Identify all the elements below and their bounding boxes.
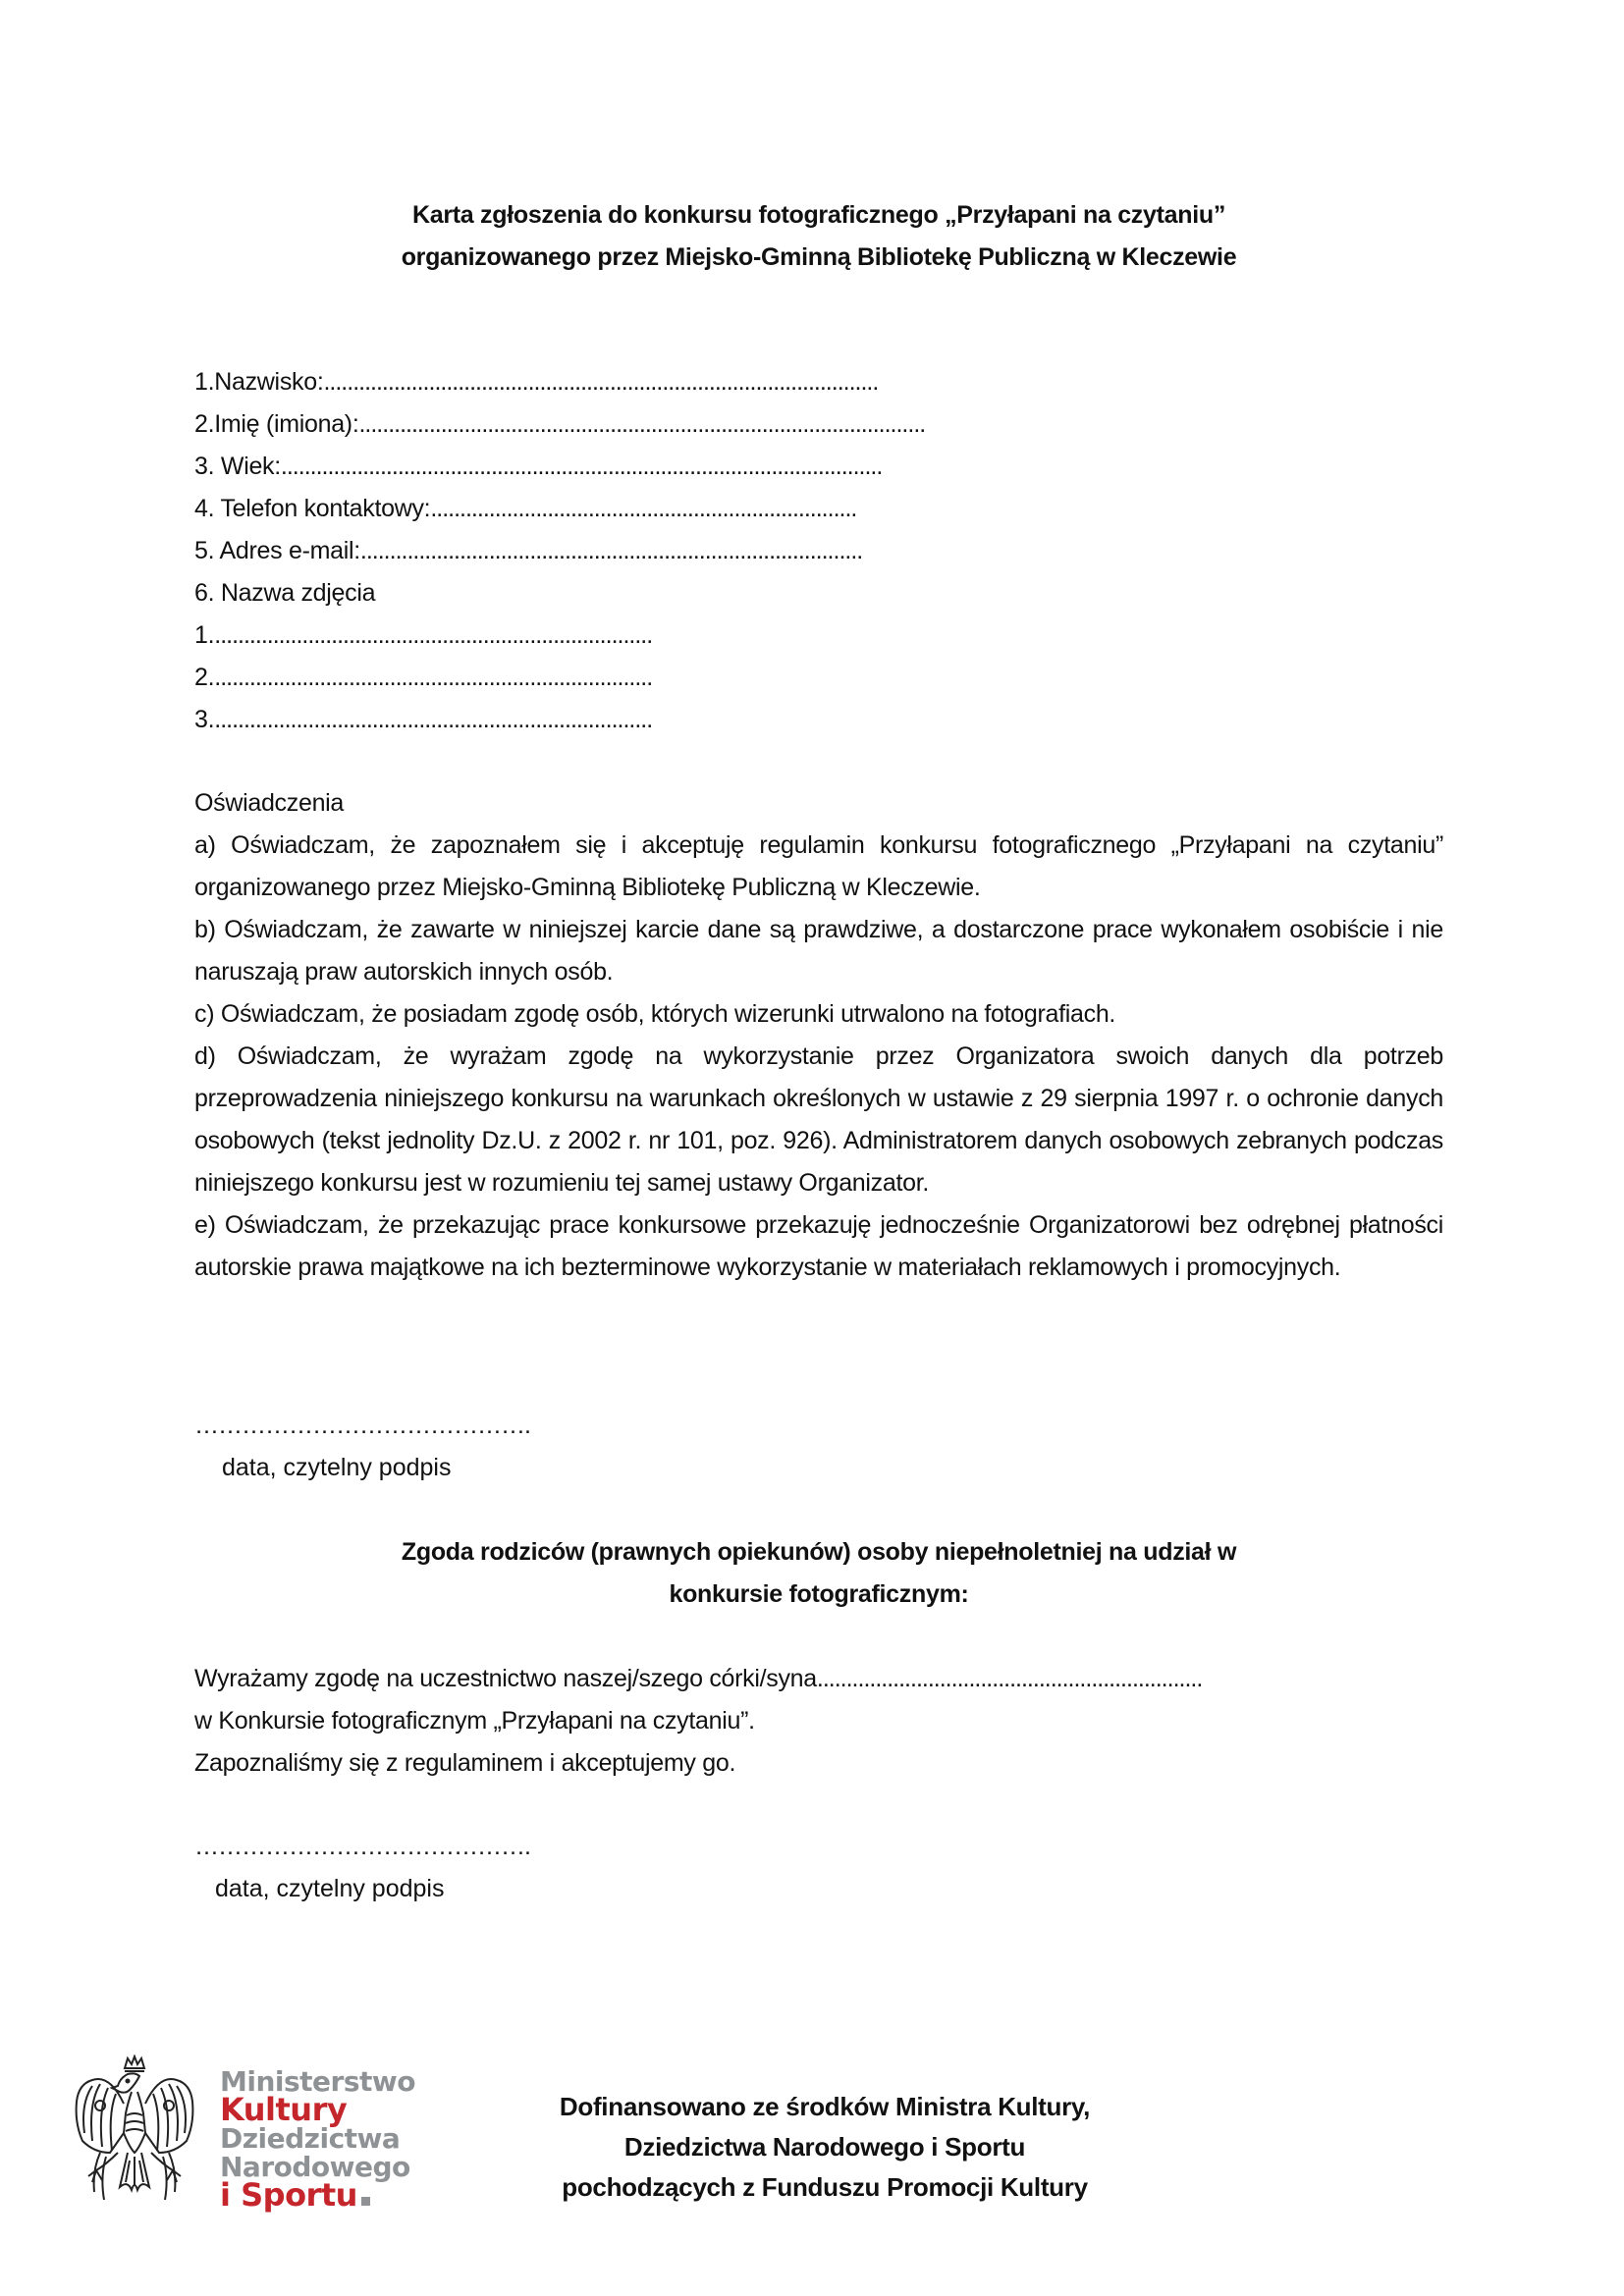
square-dot-icon bbox=[361, 2197, 370, 2206]
ministry-logo bbox=[71, 2050, 483, 2226]
field-photo-title-2[interactable] bbox=[194, 657, 652, 699]
ministry-line-3: Dziedzictwa bbox=[220, 2121, 401, 2155]
field-first-name[interactable] bbox=[194, 403, 925, 446]
parental-consent-title bbox=[194, 1531, 1443, 1616]
field-dots[interactable]: .................................................................. bbox=[816, 1665, 1203, 1692]
ministry-line-5 bbox=[220, 2175, 415, 2214]
ministry-line-5-prefix: i bbox=[220, 2175, 242, 2214]
declaration-a: a) Oświadczam, że zapoznałem się i akceptuję regulamin konkursu fotograficznego „Przyłapani na czytaniu” organizowanego przez Miejsko-Gminną Bibliotekę Publiczną w Kleczewie. bbox=[194, 831, 1443, 901]
field-label: 3. bbox=[194, 706, 215, 733]
field-surname[interactable] bbox=[194, 361, 878, 403]
parent-signature-label: data, czytelny podpis bbox=[215, 1875, 445, 1902]
field-label: 2. bbox=[194, 664, 215, 691]
ministry-wordmark bbox=[220, 2064, 415, 2214]
ministry-line-1: Ministerstwo bbox=[220, 2064, 415, 2098]
signature-label: data, czytelny podpis bbox=[222, 1454, 452, 1481]
field-child-name[interactable] bbox=[194, 1658, 1202, 1700]
parental-title-line-2: konkursie fotograficznym: bbox=[669, 1580, 969, 1608]
parent-signature-line[interactable]: ……………………………………. bbox=[194, 1833, 530, 1860]
ministry-line-2: Kultury bbox=[220, 2090, 348, 2128]
signature-line[interactable]: ……………………………………. bbox=[194, 1412, 530, 1439]
funding-line-2: Dziedzictwa Narodowego i Sportu bbox=[623, 2132, 1026, 2162]
field-photo-title-3[interactable] bbox=[194, 699, 652, 741]
consent-line-2: w Konkursie fotograficznym „Przyłapani na czytaniu”. bbox=[194, 1707, 755, 1735]
field-age[interactable] bbox=[194, 446, 882, 488]
funding-line-1: Dofinansowano ze środków Ministra Kultury, bbox=[559, 2092, 1091, 2121]
declaration-d: d) Oświadczam, że wyrażam zgodę na wykorzystanie przez Organizatora swoich danych dla potrzeb przeprowadzenia niniejszego konkursu na warunkach określonych w ustawie z 29 sierpnia 1997 r. o ochronie danych osobowych (tekst jednolity Dz.U. z 2002 r. nr 101, poz. 926). Administratorem danych osobowych zebranych podczas niniejszego konkursu jest w rozumieniu tej samej ustawy Organizator. bbox=[194, 1042, 1443, 1197]
field-label: 5. Adres e-mail: bbox=[194, 537, 360, 564]
field-dots[interactable]: ....................................................................................................... bbox=[280, 453, 883, 480]
field-email[interactable] bbox=[194, 530, 862, 572]
field-phone[interactable] bbox=[194, 488, 856, 530]
title-line-1: Karta zgłoszenia do konkursu fotograficznego „Przyłapani na czytaniu” bbox=[411, 201, 1226, 229]
parental-title-line-1: Zgoda rodziców (prawnych opiekunów) osoby niepełnoletniej na udział w bbox=[401, 1538, 1237, 1566]
declaration-e: e) Oświadczam, że przekazując prace konkursowe przekazuję jednocześnie Organizatorowi bez odrębnej płatności autorskie prawa majątkowe na ich bezterminowe wykorzystanie w materiałach reklamowych i promocyjnych. bbox=[194, 1211, 1443, 1281]
consent-line-3: Zapoznaliśmy się z regulaminem i akceptujemy go. bbox=[194, 1749, 736, 1777]
field-label: 1. bbox=[194, 621, 215, 649]
funding-notice bbox=[491, 2087, 1159, 2208]
declaration-c: c) Oświadczam, że posiadam zgodę osób, których wizerunki utrwalono na fotografiach. bbox=[194, 1000, 1116, 1028]
photo-title-label: 6. Nazwa zdjęcia bbox=[194, 579, 376, 607]
declarations-section bbox=[194, 782, 1443, 1289]
field-dots[interactable]: ........................................................................... bbox=[214, 706, 653, 733]
field-label: 1.Nazwisko: bbox=[194, 368, 324, 396]
field-label: Wyrażamy zgodę na uczestnictwo naszej/szego córki/syna bbox=[194, 1665, 817, 1692]
field-label: 3. Wiek: bbox=[194, 453, 281, 480]
ministry-line-5-word: Sportu bbox=[241, 2175, 357, 2214]
funding-line-3: pochodzących z Funduszu Promocji Kultury bbox=[562, 2172, 1088, 2202]
field-dots[interactable]: ........................................................................... bbox=[214, 664, 653, 691]
field-dots[interactable]: ......................................................................... bbox=[430, 495, 857, 522]
field-photo-title-1[interactable] bbox=[194, 614, 652, 657]
declarations-heading: Oświadczenia bbox=[194, 789, 345, 817]
field-dots[interactable]: ........................................................................... bbox=[214, 621, 653, 649]
field-dots[interactable]: ...................................................................................... bbox=[359, 537, 863, 564]
field-label: 2.Imię (imiona): bbox=[194, 410, 359, 438]
declaration-b: b) Oświadczam, że zawarte w niniejszej karcie dane są prawdziwe, a dostarczone prace wykonałem osobiście i nie naruszają praw autorskich innych osób. bbox=[194, 916, 1443, 986]
field-label: 4. Telefon kontaktowy: bbox=[194, 495, 431, 522]
title-line-2: organizowanego przez Miejsko-Gminną Bibliotekę Publiczną w Kleczewie bbox=[401, 243, 1237, 271]
document-title bbox=[194, 194, 1443, 279]
field-dots[interactable]: ............................................................................................... bbox=[323, 368, 879, 396]
polish-eagle-icon bbox=[71, 2055, 198, 2221]
ministry-line-4: Narodowego bbox=[220, 2150, 410, 2183]
field-dots[interactable]: ................................................................................................. bbox=[358, 410, 926, 438]
